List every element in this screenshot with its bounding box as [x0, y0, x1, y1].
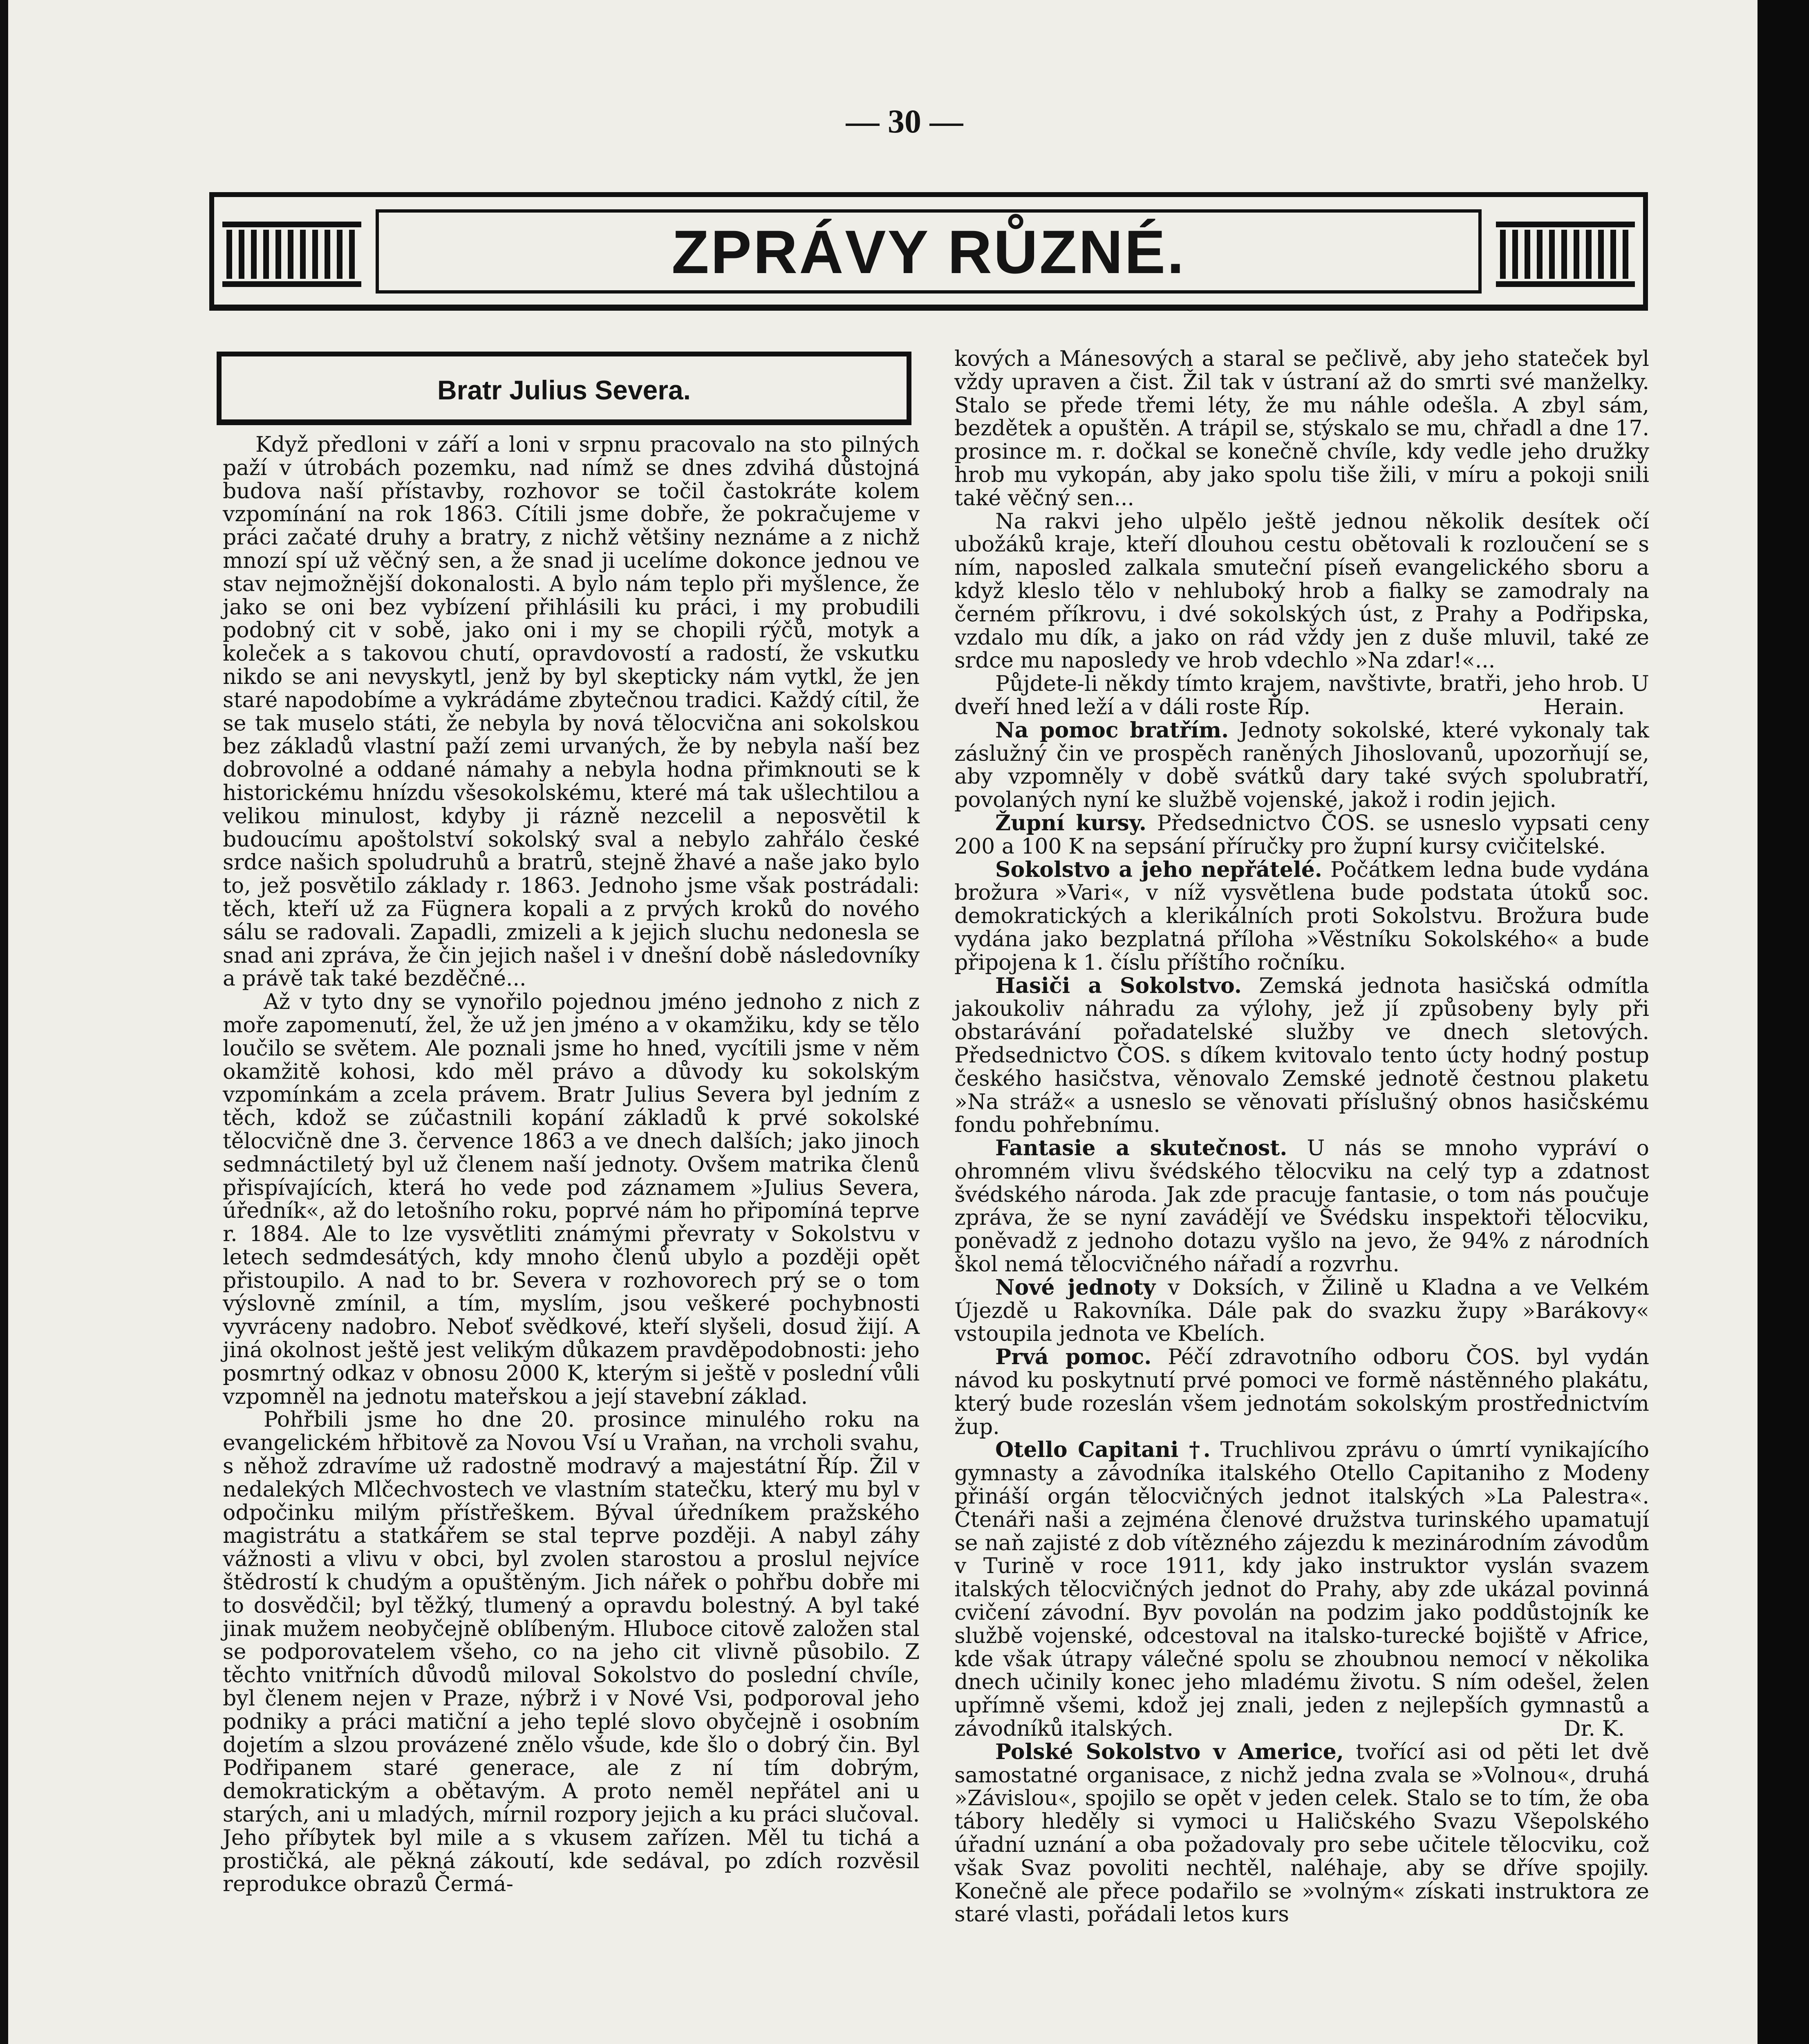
- news-text: Jednoty sokolské, které vykonaly tak záslužný čin ve prospěch raněných Jihoslovanů, upozorňují se, aby vzpomněly v době svátků dary také svých spolubratří, povolaných nyní ke službě vojenské, jakož i rodin jejich.: [954, 718, 1649, 813]
- article-heading: Bratr Julius Severa.: [437, 375, 691, 405]
- news-title: Hasiči a Sokolstvo.: [995, 973, 1242, 998]
- news-item: [954, 719, 1649, 812]
- news-title: Sokolstvo a jeho nepřátelé.: [995, 857, 1322, 882]
- news-item: [954, 975, 1649, 1137]
- scan-edge: [1758, 0, 1809, 2044]
- article-continuation: kových a Mánesových a staral se pečlivě, aby jeho stateček byl vždy upraven a čist. Žil tak v ústraní až do smrti své manželky. Stalo se předе třemi léty, že mu náhle odešla. A zbyl sám, bezdětek a opuštěn. A trápil se, stýskalo se mu, chřadl a dne 17. prosince m. r. dočkal se konečně chvíle, kdy vedle jeho družky hrob mu vykopán, aby jako spolu tiše žili, v míru a pokoji snili také věčný sen...: [954, 347, 1649, 511]
- news-title: Otello Capitani †.: [995, 1437, 1211, 1463]
- section-title: ZPRÁVY RŮZNÉ.: [672, 217, 1186, 286]
- article-heading-box: [217, 352, 911, 425]
- news-title: Fantasie a skutečnost.: [995, 1136, 1287, 1161]
- news-title: Nové jednoty: [995, 1275, 1156, 1300]
- news-item: [954, 858, 1649, 975]
- news-text: v Doksích, v Žilině u Kladna a ve Velkém Újezdě u Rakovníka. Dále pak do svazku župy »Barákovy« vstoupila jednota ve Kbelích.: [954, 1275, 1649, 1347]
- section-banner: [209, 192, 1648, 311]
- news-item: [954, 1276, 1649, 1346]
- news-title: Na pomoc bratřím.: [995, 717, 1229, 743]
- news-item: [954, 1741, 1649, 1926]
- news-text: Péčí zdravotního odboru ČOS. byl vydán návod ku poskytnutí prvé pomoci ve formě nástěnného plakátu, který bude rozeslán všem jednotám sokolským prostřednictvím žup.: [954, 1345, 1649, 1439]
- news-text: Předsednictvo ČOS. se usneslo vypsati ceny 200 a 100 K na sepsání příručky pro župní kursy cvičitelské.: [954, 811, 1649, 859]
- news-text: Truchlivou zprávu o úmrtí vynikajícího gymnasty a závodníka italského Otello Capitaniho z Modeny přináší orgán tělocvičných jednot italských »La Palestra«. Čtenáři naši a zejména členové družstva turinského upamatují se naň zajisté z dob vítězného zájezdu k mezinárodním závodům v Turině v roce 1911, kdy jako instruktor vyslán svazem italských tělocvičných jednot do Prahy, aby zde ukázal povinná cvičení závodní. Byv povolán na podzim jako poddůstojník ke službě vojenské, odcestoval na italsko-turecké bojiště v Africe, kde však útrapy válečné spolu se zhoubnou nemocí v několika dnech učinily konec jeho mladému životu. S ním odešel, želen upřímně všemi, kdož jej znali, jeden z nejlepších gymnastů a závodníků italských.: [954, 1438, 1649, 1741]
- news-text: Počátkem ledna bude vydána brožura »Vari«, v níž vysvětlena bude podstata útoků soc. demokratických a klerikálních proti Sokolstvu. Brožura bude vydána jako bezplatná příloha »Věstníku Sokolského« a bude připojena k 1. číslu příštího ročníku.: [954, 857, 1649, 975]
- news-title: Polské Sokolstvo v Americe,: [995, 1739, 1344, 1764]
- news-item: [954, 812, 1649, 858]
- right-column: [954, 347, 1649, 1926]
- news-text: tvořící asi od pěti let dvě samostatné organisace, z nichž jedna zvala se »Volnou«, druhá »Závislou«, spojilo se opět v jeden celek. Stalo se to tím, že oba tábory hleděly si vymoci u Haličského Svazu Všepolského úřadní uznání a oba požadovaly pro sebe učitele tělocviku, což však Svaz povoliti nechtěl, naléhaje, aby se dříve spojily. Konečně ale přece podařilo se »volným« získati instruktora ze staré vlasti, pořádali letos kurs: [954, 1739, 1649, 1927]
- article-paragraph: Na rakvi jeho ulpělo ještě jednou několik desítek očí ubožáků kraje, kteří dlouhou cestu obětovali k rozloučení se s ním, naposled zalkala smuteční píseň evangelického sboru a když kleslo tělo v nehluboký hrob a fialky se zamodraly na černém příkrovu, i dvé sokolských úst, z Prahy a Podřipska, vzdalo mu dík, a jako on rád vždy jen z duše mluvil, také ze srdce mu naposledy ve hrob vdechlo »Na zdar!«...: [954, 509, 1649, 673]
- left-column: [223, 433, 920, 1896]
- balustrade-ornament-right: [1496, 222, 1635, 287]
- news-title: Župní kursy.: [995, 810, 1146, 836]
- news-title: Prvá pomoc.: [995, 1345, 1152, 1370]
- news-text: U nás se mnoho vypráví o ohromném vlivu švédského tělocviku na celý typ a zdatnost švédského národa. Jak zde pracuje fantasie, o tom nás poučuje zpráva, že se nyní zavádějí ve Švédsku inspektoři tělocviku, poněvadž z jednoho dotazu vyšlo na jevo, že 94% z národních škol nemá tělocvičného nářadí a rozvrhu.: [954, 1136, 1649, 1277]
- banner-underline: [209, 305, 1648, 309]
- author-signature: Herain.: [1543, 695, 1625, 719]
- page-number: — 30 —: [846, 103, 963, 140]
- news-item: [954, 1137, 1649, 1276]
- news-item: [954, 1439, 1649, 1740]
- news-text: Zemská jednota hasičská odmítla jakoukoliv náhradu za výlohy, jež jí způsobeny byly při obstarávání pořadatelské služby ve dnech sletových. Předsednictvo ČOS. s díkem kvitovalo tento úcty hodný postup českého hasičstva, věnovalo Zemské jednotě čestnou plaketu »Na stráž« a usneslo se věnovati příslušný obnos hasičskému fondu pohřebnímu.: [954, 973, 1649, 1138]
- article-paragraph: Až v tyto dny se vynořilo pojednou jméno jednoho z nich z moře zapomenutí, žel, že už jen jméno a v okamžiku, kdy se tělo loučilo se světem. Ale poznali jsme ho hned, vycítili jsme v něm okamžitě kohosi, kdo měl právo a důvody ku sokolským vzpomínkám a zcela právem. Bratr Julius Severa byl jedním z těch, kdož se zúčastnili kopání základů k prvé sokolské tělocvičně dne 3. července 1863 a ve dnech dalších; jako jinoch sedmnáctiletý byl už členem naší jednoty. Ovšem matrika členů přispívajících, která ho vede pod záznamem »Julius Severa, úředník«, až do letošního roku, poprvé nám ho připomíná teprve r. 1884. Ale to lze vysvětliti známými převraty v Sokolstvu v letech sedmdesátých, kdy mnoho členů ubylo a později opět přistoupilo. A nad to br. Severa v rozhovorech prý se o tom výslovně zmínil, a tím, myslím, jsou veškeré pochybnosti vyvráceny nadobro. Neboť svědkové, kteří slyšeli, dosud žijí. A jiná okolnost ještě jest velikým důkazem pravděpodobnosti: jeho posmrtný odkaz v obnosu 2000 K, kterým si ještě v poslední vůli vzpomněl na jednotu mateřskou a její stavební základ.: [223, 990, 920, 1409]
- closing-sentence: Půjdete-li někdy tímto krajem, navštivte, bratři, jeho hrob. U dveří hned leží a v dáli roste Říp.: [954, 672, 1649, 719]
- article-paragraph: [954, 672, 1649, 719]
- author-signature: Dr. K.: [1563, 1717, 1625, 1741]
- article-paragraph: Pohřbili jsme ho dne 20. prosince minulého roku na evangelickém hřbitově za Novou Vsí u Vraňan, na vrcholi svahu, s něhož zdravíme už radostně modravý a majestátní Říp. Žil v nedalekých Mlčechvostech ve vlastním statečku, který mu byl v odpočinku milým přístřeškem. Býval úředníkem pražského magistrátu a statkářem se stal teprve později. A nabyl záhy vážnosti a vlivu v obci, byl zvolen starostou a proslul nejvíce štědrostí k chudým a opuštěným. Jich nářek o pohřbu dobře mi to dosvědčil; byl těžký, tlumený a opravdu bolestný. A byl také jinak mužem neobyčejně oblíbeným. Hluboce citově založen stal se podporovatelem všeho, co na jeho cit vlivně působilo. Z těchto vnitřních důvodů miloval Sokolstvo do poslední chvíle, byl členem nejen v Praze, nýbrž i v Nové Vsi, podporoval jeho podniky a práci matiční a jeho teplé slovo obyčejně i osobním dojetím a slzou provázené znělo všude, kde šlo o dobrý čin. Byl Podřipanem staré generace, ale z ní tím dobrým, demokratickým a obětavým. A proto neměl nepřátel ani u starých, ani u mladých, mírnil rozpory jejich a ku práci slučoval. Jeho příbytek byl mile a s vkusem zařízen. Měl tu tichá a prostičká, ale pěkná zákoutí, kde sedával, po zdích rozvěsil reprodukce obrazů Čermá-: [223, 1407, 920, 1897]
- article-paragraph: Když předloni v září a loni v srpnu pracovalo na sto pilných paží v útrobách pozemku, nad nímž se dnes zdvihá důstojná budova naší přístavby, rozhovor se točil častokráte kolem vzpomínání na rok 1863. Cítili jsme dobře, že pokračujeme v práci začaté druhy a bratry, z nichž většiny neznáme a z nichž mnozí spí už věčný sen, a že snad ji ucelíme dokonce jednou ve stav nejmožnější dokonalosti. A bylo nám teplo při myšlence, že jako se oni bez vybízení přihlásili ku práci, i my probudili podobný cit v sobě, jako oni i my se chopili rýčů, motyk a koleček a s takovou chutí, opravdovostí a radostí, že vskutku nikdo se ani nevyskytl, jenž by byl skepticky nám vytkl, že jen staré napodobíme a vykrádáme zbytečnou tradici. Každý cítil, že se tak muselo státi, že nebyla by nová tělocvična ani sokolskou bez základů vlastní paží zemi urvaných, že by nebyla naší bez dobrovolné a oddané námahy a nebyla hodna přimknouti se k historickému hnízdu všesokolskému, které má tak ušlechtilou a velikou minulost, kdyby ji rázně nezcelil a neposvětil k budoucímu apoštolství sokolský sval a nebylo zahřálo české srdce našich spoludruhů a bratrů, stejně žhavé a naše jako bylo to, jež posvětilo základy r. 1863. Jednoho jsme však postrádali: těch, kteří už za Fügnera kopali a z prvých kroků do nového sálu se radovali. Zapadli, zmizeli a k jejich sluchu nedonesla se snad ani zpráva, že čin jejich našel i v dnešní době následovníky a právě tak také bezděčné...: [223, 433, 920, 991]
- news-item: [954, 1346, 1649, 1439]
